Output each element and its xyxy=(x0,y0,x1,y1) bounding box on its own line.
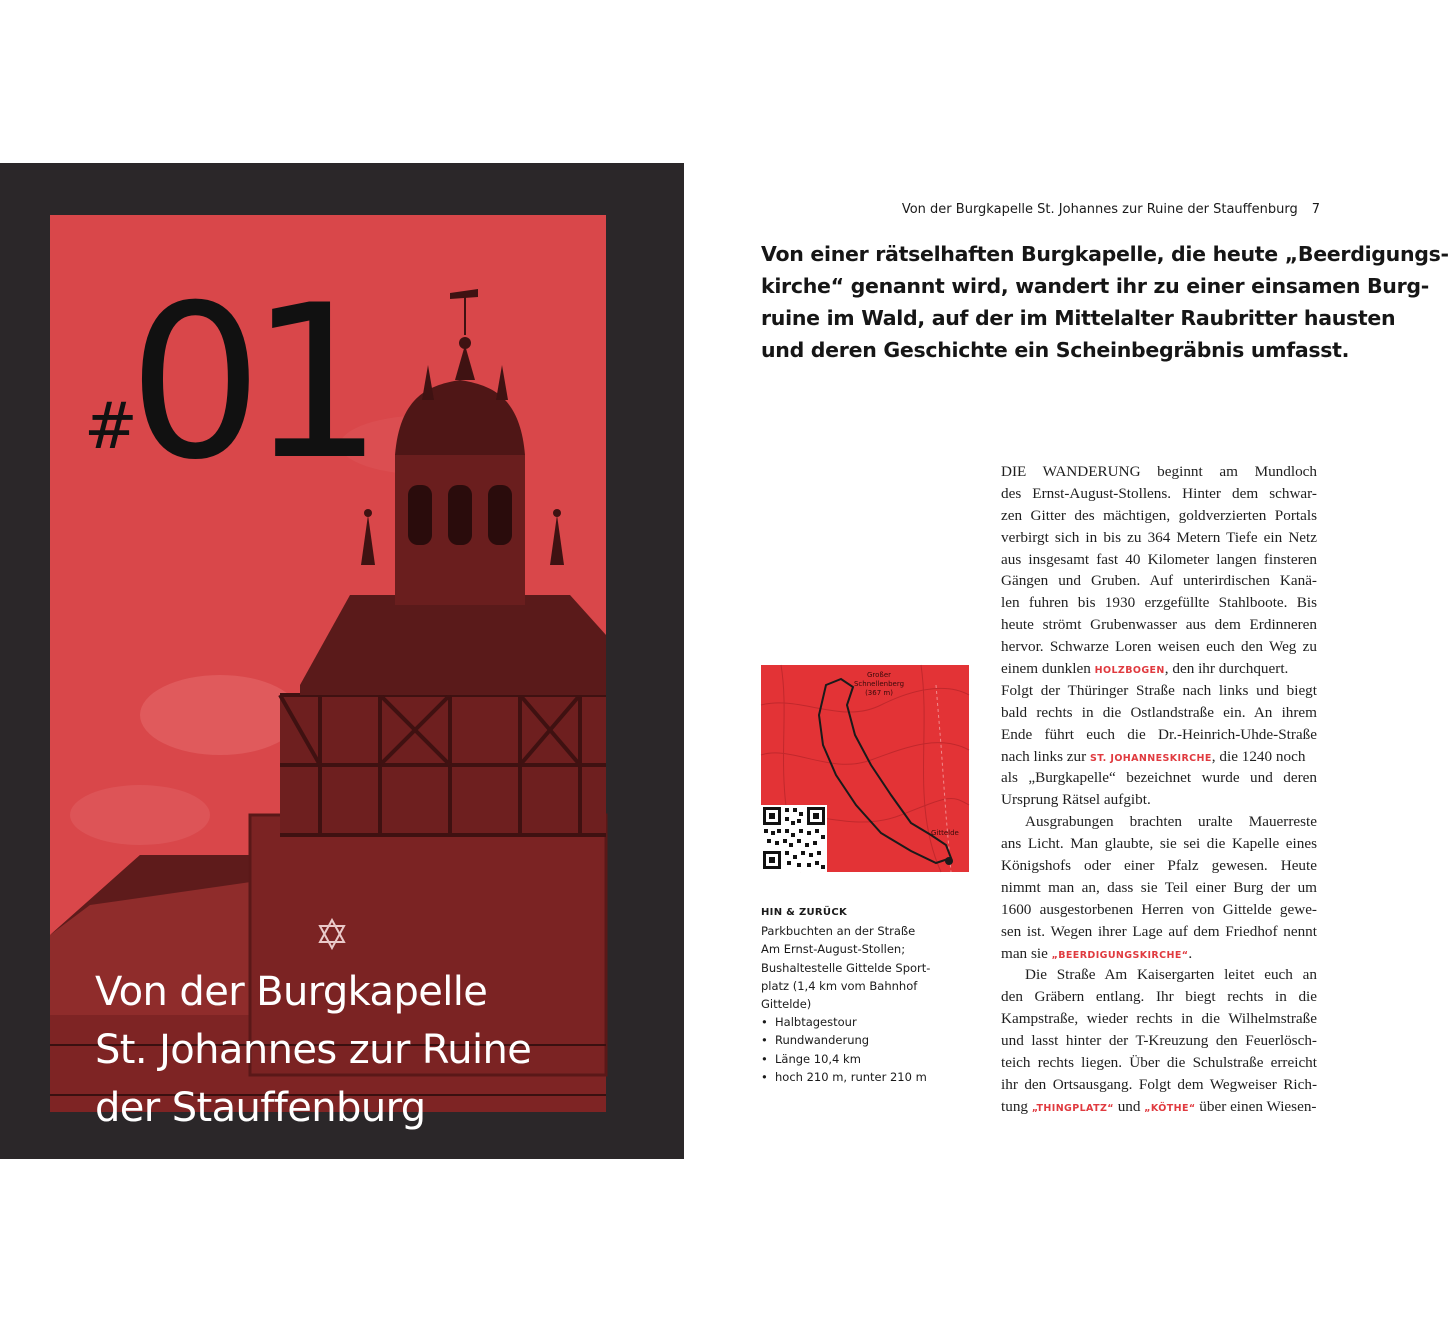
info-line: Am Ernst-August-Stollen; xyxy=(761,942,906,957)
body-line xyxy=(1001,658,1317,680)
body-line: Die Straße Am Kaisergarten leitet euch an xyxy=(1025,966,1317,984)
info-line: Bushaltestelle Gittelde Sport- xyxy=(761,960,931,975)
info-heading: HIN & ZURÜCK xyxy=(761,907,848,918)
body-line: Ursprung Rätsel aufgibt. xyxy=(1001,791,1151,809)
body-line: bald rechts in die Ostlandstraße ein. An ihrem xyxy=(1001,703,1317,721)
chapter-hash: # xyxy=(84,390,138,464)
info-line: platz (1,4 km vom Bahnhof xyxy=(761,978,918,993)
body-fragment: nach links zur xyxy=(1001,747,1087,765)
body-fragment: , die 1240 noch xyxy=(1211,747,1306,765)
info-line: Gittelde) xyxy=(761,997,812,1012)
chapter-title-line: St. Johannes zur Ruine xyxy=(95,1027,532,1073)
chapter-title-line: der Stauffenburg xyxy=(95,1085,426,1131)
body-fragment: . xyxy=(1188,944,1193,962)
body-line: nimmt man an, dass sie Teil einer Burg der um xyxy=(1001,878,1317,896)
map-label: (367 m) xyxy=(865,689,893,697)
map-label: Großer xyxy=(866,671,892,679)
body-line: zen Gitter des mächtigen, goldverzierten Portals xyxy=(1001,506,1317,524)
chapter-title xyxy=(95,963,595,1137)
map-label: Schnellenberg xyxy=(853,680,905,688)
body-line xyxy=(1001,1096,1317,1118)
body-fragment: einem dunklen xyxy=(1001,660,1091,678)
body-line: Ende führt euch die Dr.-Heinrich-Uhde-Straße xyxy=(1001,725,1317,743)
body-line: heute strömt Grubenwasser aus dem Erdinneren xyxy=(1001,616,1317,634)
keyword-thingplatz: „THINGPLATZ“ xyxy=(1031,1102,1114,1114)
body-fragment: tung xyxy=(1001,1097,1029,1115)
body-line: verbirgt sich in bis zu 364 Metern Tiefe ein Netz xyxy=(1001,528,1317,546)
body-line: teich rechts liegen. Über die Schulstraße erreicht xyxy=(1001,1054,1317,1072)
body-line: Kampstraße, wieder rechts in die Wilhelmstraße xyxy=(1001,1010,1317,1028)
body-line: ans Licht. Man glaubte, sie sei die Kapelle eines xyxy=(1001,835,1317,853)
map-label-town: Gittelde xyxy=(931,829,959,837)
body-fragment: und xyxy=(1117,1097,1141,1115)
body-line xyxy=(1001,943,1317,965)
body-line: hervor. Schwarze Loren weisen euch den Weg zu xyxy=(1001,638,1317,656)
body-line: Königshofs oder einer Pfalz gewesen. Heute xyxy=(1001,857,1317,875)
body-fragment: man sie xyxy=(1001,944,1048,962)
info-bullet: • Länge 10,4 km xyxy=(761,1050,941,1068)
info-bullet: • hoch 210 m, runter 210 m xyxy=(761,1068,941,1086)
keyword-beerdigungskirche: „BEERDIGUNGSKIRCHE“ xyxy=(1051,949,1189,961)
page-number: 7 xyxy=(1311,202,1320,217)
body-line: sen ist. Wegen ihrer Lage auf dem Friedhof nennt xyxy=(1001,922,1317,940)
left-page xyxy=(0,163,684,1159)
qr-code-icon xyxy=(761,805,827,872)
intro-line: und deren Geschichte ein Scheinbegräbnis umfasst. xyxy=(761,338,1350,362)
running-head xyxy=(860,202,1320,217)
info-bullet: • Rundwanderung xyxy=(761,1031,941,1049)
body-line: und lasst hinter der T-Kreuzung den Feuerlösch- xyxy=(1001,1032,1317,1050)
chapter-title-line: Von der Burgkapelle xyxy=(95,969,488,1015)
body-line: Gängen und Gruben. Auf unterirdischen Kanä- xyxy=(1001,572,1317,590)
info-line: Parkbuchten an der Straße xyxy=(761,924,916,939)
chapter-number: 01 xyxy=(128,259,370,506)
intro-line: ruine im Wald, auf der im Mittelalter Raubritter hausten xyxy=(761,306,1396,330)
keyword-holzbogen: HOLZBOGEN xyxy=(1094,665,1165,677)
body-line: Folgt der Thüringer Straße nach links und biegt xyxy=(1001,681,1317,699)
intro-line: Von einer rätselhaften Burgkapelle, die heute „Beerdigungs- xyxy=(761,242,1449,266)
info-bullet: • Halbtagestour xyxy=(761,1013,941,1031)
body-line: aus insgesamt fast 40 Kilometer langen finsteren xyxy=(1001,550,1317,568)
body-line: des Ernst-August-Stollens. Hinter dem schwar- xyxy=(1001,484,1317,502)
intro-line: kirche“ genannt wird, wandert ihr zu einer einsamen Burg- xyxy=(761,274,1429,298)
church-photo xyxy=(50,215,606,1131)
body-line: len fuhren bis 1930 erzgefüllte Stahlboote. Bis xyxy=(1001,594,1317,612)
body-line: ihr den Ortsausgang. Folgt dem Wegweiser Rich- xyxy=(1001,1075,1317,1093)
body-line xyxy=(1001,746,1317,768)
body-line: 1600 ausgestorbenen Herren von Gittelde gewe- xyxy=(1001,900,1317,918)
info-box xyxy=(761,904,941,1086)
keyword-johanneskirche: ST. JOHANNESKIRCHE xyxy=(1090,752,1212,764)
body-line: als „Burgkapelle“ bezeichnet wurde und deren xyxy=(1001,769,1317,787)
body-fragment: über einen Wiesen- xyxy=(1199,1097,1317,1115)
info-bullets xyxy=(761,1013,941,1086)
body-line: Ausgrabungen brachten uralte Mauerreste xyxy=(1025,813,1317,831)
body-line: DIE WANDERUNG beginnt am Mundloch xyxy=(1001,463,1317,480)
keyword-koethe: „KÖTHE“ xyxy=(1144,1102,1196,1114)
intro-paragraph xyxy=(761,238,1449,366)
body-text xyxy=(1001,461,1317,1118)
qr-code[interactable] xyxy=(761,805,827,872)
body-fragment: , den ihr durchquert. xyxy=(1164,660,1289,678)
body-line: den Gräbern entlang. Ihr biegt rechts in die xyxy=(1001,988,1317,1006)
running-head-title: Von der Burgkapelle St. Johannes zur Ruine der Stauffenburg xyxy=(901,202,1298,217)
